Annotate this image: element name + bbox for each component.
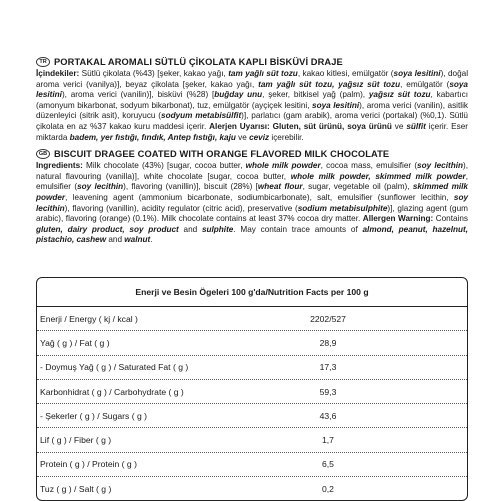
section-header-gb <box>36 149 468 159</box>
nutrition-rows <box>37 307 467 500</box>
ingredient-run: sulphite <box>201 224 234 234</box>
ingredients-text-tr <box>36 69 468 143</box>
ingredient-run: , emulsifier ( <box>36 171 468 192</box>
nutrition-row <box>37 331 467 355</box>
section-header-tr <box>36 57 468 67</box>
ingredient-sections <box>36 57 468 252</box>
ingredient-run: gluten, dairy product, soy product <box>36 224 179 234</box>
section-gb <box>36 149 468 246</box>
ingredient-run: İçindekiler: <box>36 69 80 78</box>
nutrition-row <box>37 477 467 500</box>
product-title-gb: BISCUIT DRAGEE COATED WITH ORANGE FLAVORED MILK CHOCOLATE <box>54 149 390 160</box>
ingredient-run: ve <box>235 132 250 142</box>
nutrient-label: Protein ( g ) / Protein ( g ) <box>40 459 137 470</box>
ingredient-run: Ingredients: <box>36 161 83 171</box>
ingredient-run: ceviz <box>249 132 270 142</box>
ingredient-run: buğday unu <box>214 90 263 100</box>
nutrition-table-title: Enerji ve Besin Ögeleri 100 g'da/Nutrition Facts per 100 g <box>37 278 467 307</box>
ingredient-run: sodyum metabisülfit <box>161 111 242 121</box>
ingredient-run: içerebilir. <box>269 132 304 142</box>
ingredients-text-gb <box>36 161 468 246</box>
ingredient-run: and <box>178 224 202 234</box>
nutrient-value: 43,6 <box>319 410 337 421</box>
ingredient-run: soy lecithin <box>77 182 124 192</box>
nutrient-label: Karbonhidrat ( g ) / Carbohydrate ( g ) <box>40 386 184 397</box>
ingredient-run: badem, yer fıstığı, fındık, Antep fıstığı, kaju <box>69 132 236 142</box>
nutrition-row <box>37 356 467 380</box>
nutrient-value: 2202/527 <box>310 313 346 324</box>
ingredient-run: ), aroma verici (vanilin), asitlik düzenleyici (sitrik asit), koruyucu ( <box>36 100 469 121</box>
ingredient-run: skimmed milk powder <box>36 182 468 202</box>
ingredient-run: . <box>150 235 153 245</box>
ingredient-run: soy lecithin <box>36 192 468 213</box>
ingredient-run: içerir. Eser miktarda <box>36 121 469 142</box>
nutrient-label: - Doymuş Yağ ( g ) / Saturated Fat ( g ) <box>40 362 189 373</box>
nutrition-row <box>37 307 467 331</box>
ingredient-run: , kabartıcı (amonyum bikarbonat, sodyum bikarbonat), tuz, emülgatör (ayçiçek lesitini, <box>36 90 468 110</box>
ingredient-run: ), aroma verici (vanilin)], bisküvi (%28) [ <box>61 90 215 100</box>
nutrient-label: - Şekerler ( g ) / Sugars ( g ) <box>40 410 147 421</box>
ingredient-run: and <box>106 235 125 245</box>
ingredient-run: Sütlü çikolata (%43) [şeker, kakao yağı, <box>79 69 229 78</box>
ingredient-run: sodium metabisulphite <box>297 203 388 213</box>
ingredient-run: , kakao kitlesi, emülgatör ( <box>297 69 394 78</box>
ingredient-run: Contains <box>433 214 469 224</box>
nutrition-row <box>37 428 467 452</box>
product-title-tr: PORTAKAL AROMALI SÜTLÜ ÇİKOLATA KAPLI BİSKÜVİ DRAJE <box>54 57 343 67</box>
nutrient-label: Enerji / Energy ( kj / kcal ) <box>40 313 138 324</box>
nutrition-row <box>37 404 467 428</box>
ingredient-run: Milk chocolate (43%) [sugar, cocoa butter, <box>82 161 246 171</box>
ingredient-run: , emülgatör ( <box>400 79 450 89</box>
ingredient-run: whole milk powder <box>245 161 321 171</box>
ingredient-run: ), flavoring (vanillin), acidity regulator (citric acid), preservative ( <box>64 203 298 213</box>
ingredient-run: Alerjen Uyarısı: Gluten, süt ürünü, soya ürünü <box>209 121 392 131</box>
ingredient-run: Allergen Warning: <box>362 214 434 224</box>
ingredient-run: soya lesitini <box>36 79 468 100</box>
ingredient-run: , sugar, vegetable oil (palm), <box>302 182 413 192</box>
ingredient-run: tam yağlı süt tozu, yağsız süt tozu <box>258 79 401 89</box>
nutrient-label: Yağ ( g ) / Fat ( g ) <box>40 337 110 348</box>
ingredient-run: ), doğal aroma verici (vanilya)], beyaz çikolata [şeker, kakao yağı, <box>36 69 469 89</box>
ingredient-run: soy lecithin <box>417 161 463 171</box>
ingredient-run: , cocoa mass, emulsifier ( <box>320 161 418 171</box>
nutrient-value: 59,3 <box>319 386 337 397</box>
ingredient-run: ), flavoring (vanillin)], biscuit (28%) [ <box>123 182 258 192</box>
section-tr <box>36 57 468 143</box>
nutrition-row <box>37 453 467 477</box>
nutrient-value: 17,3 <box>319 362 337 373</box>
ingredient-run: yağsız süt tozu <box>368 90 431 100</box>
ingredient-run: ve <box>391 121 407 131</box>
ingredient-run: )], parlatıcı (gam arabik), aroma verici (portakal) (%0,1). Sütlü çikolata en az %37 kakao kuru maddesi içerir. <box>36 111 468 131</box>
nutrition-table <box>36 277 468 501</box>
ingredient-run: wheat flour <box>257 182 303 192</box>
nutrient-value: 0,2 <box>322 483 334 494</box>
ingredient-run: almond, peanut, hazelnut, pistachio, cashew <box>36 224 468 245</box>
ingredient-run: tam yağlı süt tozu <box>228 69 298 78</box>
ingredient-run: soya lesitini <box>393 69 441 78</box>
nutrient-value: 28,9 <box>319 337 337 348</box>
nutrient-label: Tuz ( g ) / Salt ( g ) <box>40 483 112 494</box>
ingredient-run: soya lesitini <box>312 100 360 110</box>
ingredient-run: whole milk powder, skimmed milk powder <box>290 171 466 181</box>
nutrient-label: Lif ( g ) / Fiber ( g ) <box>40 435 112 446</box>
ingredient-run: sülfit <box>406 121 426 131</box>
language-badge-gb: GB <box>36 149 50 159</box>
ingredient-run: )], glazing agent (gum arabic), flavoring (orange) (0.1%). Milk chocolate contains at least 37% cocoa dry matter. <box>36 203 468 224</box>
nutrient-value: 6,5 <box>322 459 334 470</box>
ingredient-run: walnut <box>124 235 151 245</box>
ingredient-run: ), natural flavouring (vanilla)], white chocolate [sugar, cocoa butter, <box>36 161 468 181</box>
ingredient-run: , leavening agent (ammonium bicarbonate, sodiumbicarbonate), salt, emulsifier (sunflower lecithin, <box>65 192 454 202</box>
ingredient-run: . May contain trace amounts of <box>233 224 363 234</box>
nutrient-value: 1,7 <box>322 435 334 446</box>
nutrition-row <box>37 380 467 404</box>
ingredient-run: , şeker, bitkisel yağ (palm), <box>262 90 369 100</box>
language-badge-tr: TR <box>36 57 50 67</box>
